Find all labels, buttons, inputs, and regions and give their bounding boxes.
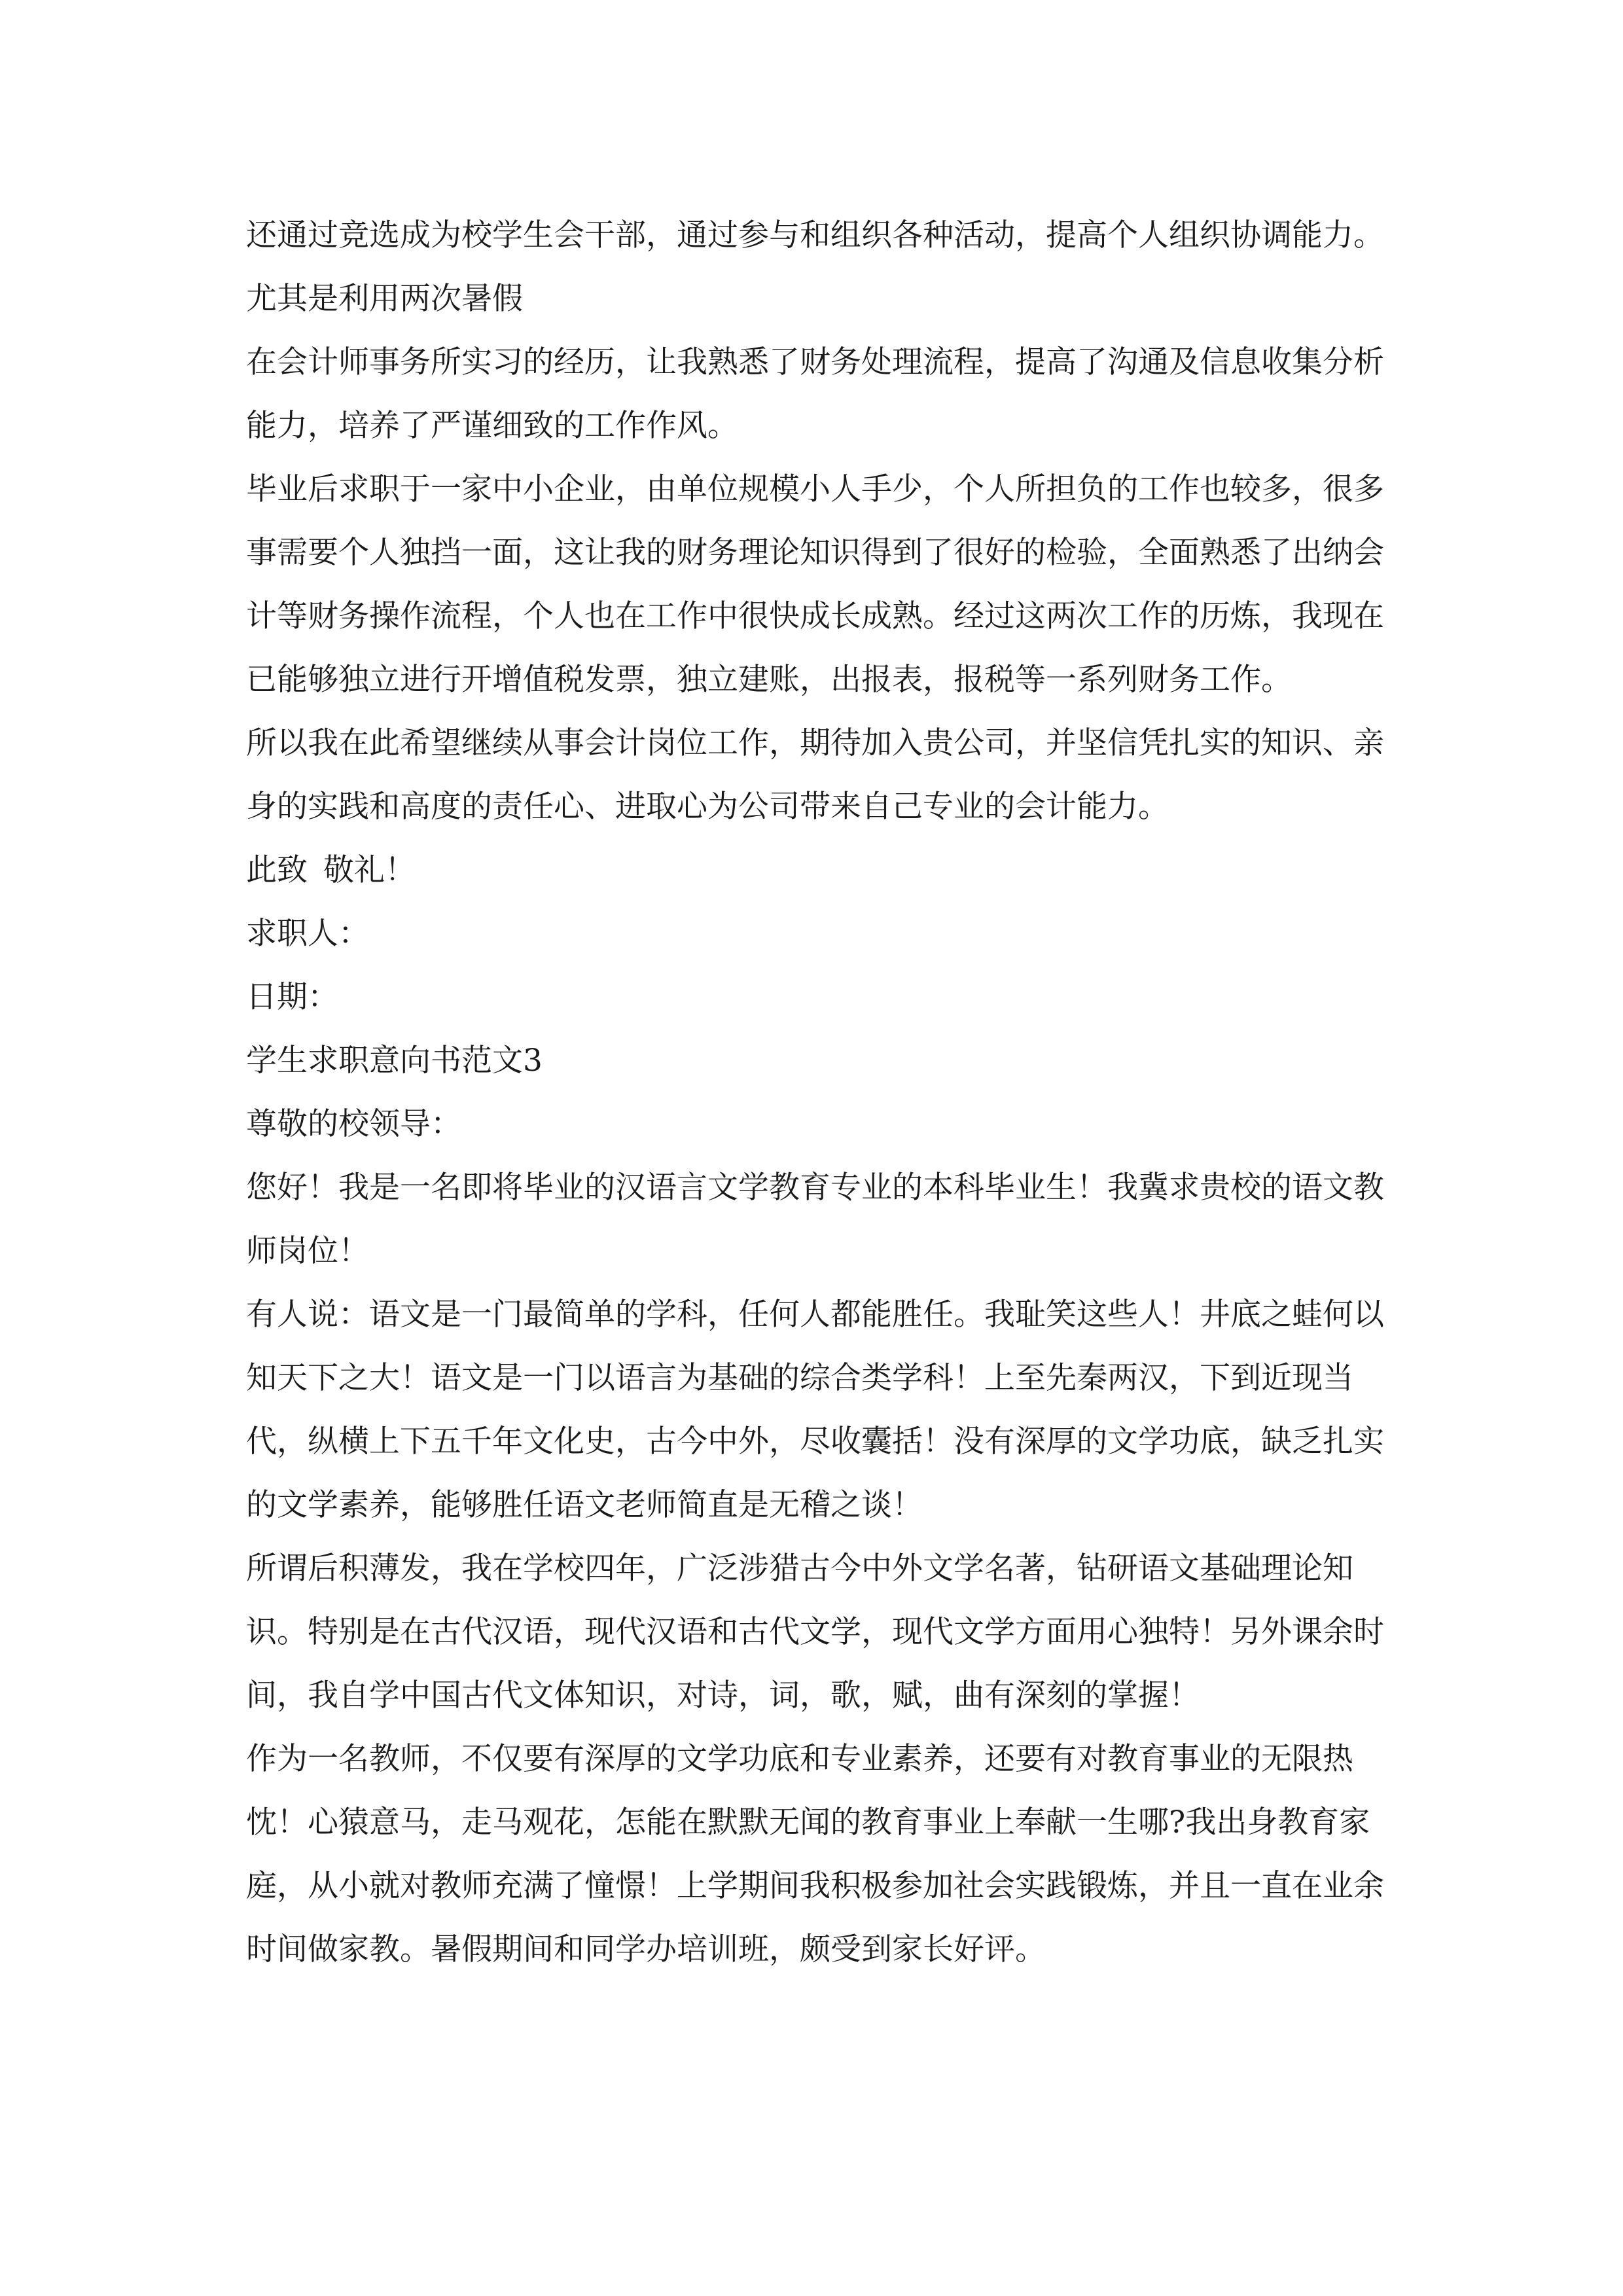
- section-title: 学生求职意向书范文3: [246, 1043, 543, 1079]
- signoff-line: [246, 838, 1385, 902]
- paragraph: 还通过竞选成为校学生会干部，通过参与和组织各种活动，提高个人组织协调能力。尤其是利用两次暑假: [246, 217, 1384, 317]
- date-label: 日期：: [246, 979, 338, 1015]
- paragraph: 您好！我是一名即将毕业的汉语言文学教育专业的本科毕业生！我冀求贵校的语文教师岗位！: [246, 1170, 1384, 1269]
- paragraph: 毕业后求职于一家中小企业，由单位规模小人手少，个人所担负的工作也较多，很多事需要个人独挡一面，这让我的财务理论知识得到了很好的检验，全面熟悉了出纳会计等财务操作流程，个人也在工作中很快成长成熟。经过这两次工作的历炼，我现在已能够独立进行开增值税发票，独立建账，出报表，报税等一系列财务工作。: [246, 471, 1384, 698]
- signoff-salutation: 此致: [246, 852, 308, 888]
- paragraph: 在会计师事务所实习的经历，让我熟悉了财务处理流程，提高了沟通及信息收集分析能力，培养了严谨细致的工作作风。: [246, 344, 1384, 444]
- signoff-regards: 敬礼！: [323, 852, 416, 888]
- greeting: 尊敬的校领导：: [246, 1106, 461, 1142]
- paragraph: 作为一名教师，不仅要有深厚的文学功底和专业素养，还要有对教育事业的无限热忱！心猿意马，走马观花，怎能在默默无闻的教育事业上奉献一生哪?我出身教育家庭，从小就对教师充满了憧憬！上学期间我积极参加社会实践锻炼，并且一直在业余时间做家教。暑假期间和同学办培训班，颇受到家长好评。: [246, 1741, 1384, 1967]
- paragraph: 所谓后积薄发，我在学校四年，广泛涉猎古今中外文学名著，钻研语文基础理论知识。特别是在古代汉语，现代汉语和古代文学，现代文学方面用心独特！另外课余时间，我自学中国古代文体知识，对诗，词，歌，赋，曲有深刻的掌握！: [246, 1551, 1384, 1713]
- paragraph: 所以我在此希望继续从事会计岗位工作，期待加入贵公司，并坚信凭扎实的知识、亲身的实践和高度的责任心、进取心为公司带来自己专业的会计能力。: [246, 725, 1384, 825]
- paragraph: 有人说：语文是一门最简单的学科，任何人都能胜任。我耻笑这些人！井底之蛙何以知天下之大！语文是一门以语言为基础的综合类学科！上至先秦两汉，下到近现当代，纵横上下五千年文化史，古今中外，尽收囊括！没有深厚的文学功底，缺乏扎实的文学素养，能够胜任语文老师简直是无稽之谈！: [246, 1297, 1384, 1523]
- document-body: [246, 204, 1385, 1981]
- applicant-label: 求职人：: [246, 916, 369, 952]
